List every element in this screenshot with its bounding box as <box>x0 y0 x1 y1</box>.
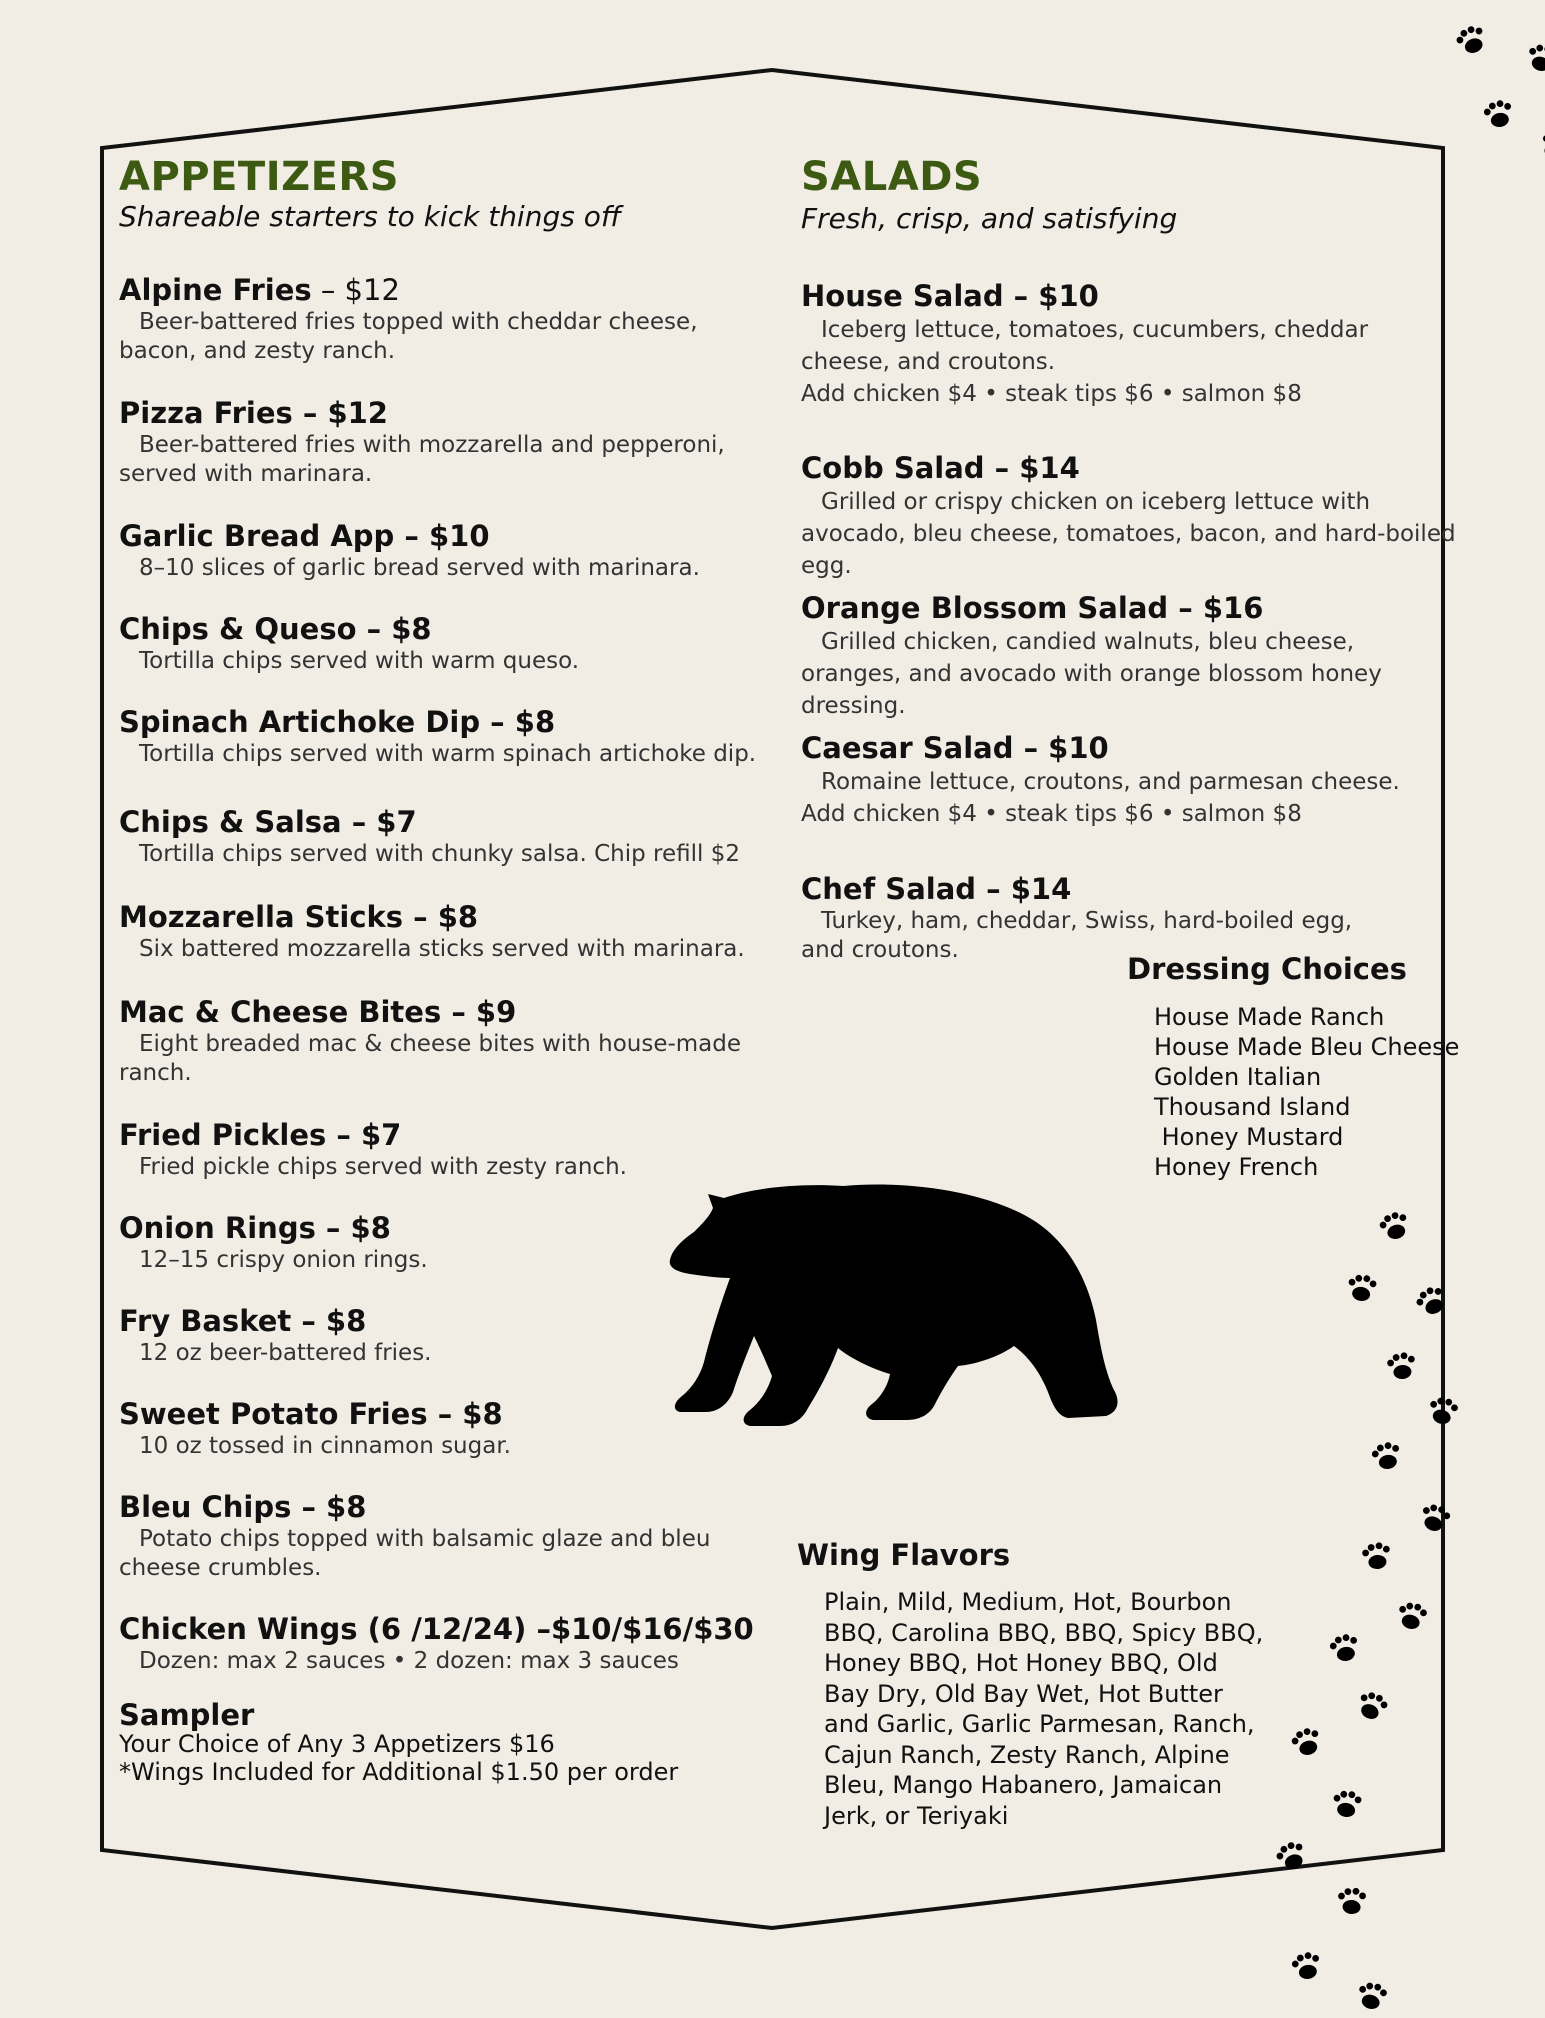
item-description: Grilled chicken, candied walnuts, bleu cheese, oranges, and avocado with orange blossom honey dressing. <box>801 629 1382 719</box>
paw-print-icon <box>1359 1539 1396 1576</box>
paw-print-icon <box>1367 1437 1406 1476</box>
item-description: 12–15 crispy onion rings. <box>139 1247 428 1273</box>
appetizer-chips-salsa <box>119 804 779 869</box>
appetizer-alpine-fries <box>119 272 759 366</box>
item-name: Cobb Salad – $14 <box>801 451 1080 485</box>
item-description: Tortilla chips served with warm queso. <box>139 648 580 674</box>
item-description: Potato chips topped with balsamic glaze and bleu cheese crumbles. <box>119 1526 711 1581</box>
paw-print-icon <box>1287 1947 1326 1986</box>
item-description: Turkey, ham, cheddar, Swiss, hard-boiled egg, and croutons. <box>801 908 1353 963</box>
appetizer-pizza-fries <box>119 395 759 489</box>
item-description: 12 oz beer-battered fries. <box>139 1340 432 1366</box>
paw-print-icon <box>1334 1884 1371 1921</box>
salad-house <box>801 278 1441 410</box>
item-name: Chips & Queso – $8 <box>119 612 432 646</box>
item-addons: Add chicken $4 • steak tips $6 • salmon $8 <box>801 381 1302 407</box>
item-name: Spinach Artichoke Dip – $8 <box>119 705 556 739</box>
sampler-block <box>119 1700 678 1786</box>
paw-print-icon <box>1351 1976 1393 2018</box>
item-description: Eight breaded mac & cheese bites with house-made ranch. <box>119 1031 742 1086</box>
item-name: Fried Pickles – $7 <box>119 1118 402 1152</box>
item-description: Beer-battered fries with mozzarella and pepperoni, served with marinara. <box>119 432 725 487</box>
wing-flavors-list: Plain, Mild, Medium, Hot, Bourbon BBQ, Carolina BBQ, BBQ, Spicy BBQ, Honey BBQ, Hot Honey BBQ, Old Bay Dry, Old Bay Wet, Hot Butter and Garlic, Garlic Parmesan, Ranch, Cajun Ranch, Zesty Ranch, Alpine Bleu, Mango Habanero, Jamaican Jerk, or Teriyaki <box>824 1588 1264 1830</box>
paw-print-icon <box>1325 1629 1364 1668</box>
item-name: Mozzarella Sticks – $8 <box>119 900 479 934</box>
paw-print-icon <box>1479 95 1518 134</box>
dressing-item: House Made Ranch <box>1154 1003 1385 1031</box>
salads-title: SALADS <box>801 154 983 200</box>
dressing-item: Honey French <box>1154 1153 1319 1181</box>
salad-orange-blossom <box>801 590 1441 722</box>
paw-print-icon <box>1384 1349 1421 1386</box>
dressings-title: Dressing Choices <box>1127 952 1407 986</box>
item-description: Dozen: max 2 sauces • 2 dozen: max 3 sauces <box>139 1648 679 1674</box>
bear-silhouette-icon <box>668 1180 1128 1450</box>
item-name: Chef Salad – $14 <box>801 872 1072 906</box>
appetizer-onion-rings <box>119 1210 759 1275</box>
item-description: Fried pickle chips served with zesty ranch. <box>139 1154 627 1180</box>
item-name: House Salad – $10 <box>801 279 1099 313</box>
item-description: 8–10 slices of garlic bread served with marinara. <box>139 555 700 581</box>
item-name: Bleu Chips – $8 <box>119 1490 367 1524</box>
appetizer-chicken-wings <box>119 1611 779 1676</box>
item-name: Mac & Cheese Bites – $9 <box>119 995 517 1029</box>
item-name: Garlic Bread App – $10 <box>119 519 490 553</box>
dressing-list <box>1154 1002 1459 1182</box>
wing-flavors-title: Wing Flavors <box>797 1538 1011 1572</box>
item-description: Romaine lettuce, croutons, and parmesan cheese. <box>821 769 1400 795</box>
appetizer-spinach-dip <box>119 704 779 769</box>
item-name: Fry Basket – $8 <box>119 1304 367 1338</box>
paw-print-icon <box>1342 1269 1381 1308</box>
item-description: Tortilla chips served with chunky salsa. Chip refill $2 <box>139 841 740 867</box>
salad-caesar <box>801 730 1441 830</box>
item-addons: Add chicken $4 • steak tips $6 • salmon $8 <box>801 801 1302 827</box>
appetizer-bleu-chips <box>119 1489 739 1583</box>
salad-chef <box>801 871 1401 965</box>
item-name: Alpine Fries <box>119 273 312 307</box>
sampler-title: Sampler <box>119 1698 255 1732</box>
salads-subtitle: Fresh, crisp, and satisfying <box>801 202 1178 235</box>
dressing-item: Honey Mustard <box>1154 1123 1344 1151</box>
item-price: – $12 <box>311 273 400 307</box>
sampler-wings-note: *Wings Included for Additional $1.50 per order <box>119 1758 679 1786</box>
item-name: Caesar Salad – $10 <box>801 731 1109 765</box>
salad-cobb <box>801 450 1461 582</box>
appetizers-subtitle: Shareable starters to kick things off <box>119 200 622 233</box>
item-name: Chips & Salsa – $7 <box>119 805 417 839</box>
dressing-item: Thousand Island <box>1154 1093 1351 1121</box>
appetizer-sweet-potato-fries <box>119 1396 759 1461</box>
appetizer-mac-cheese-bites <box>119 994 759 1088</box>
item-description: Tortilla chips served with warm spinach artichoke dip. <box>139 741 757 767</box>
item-description: Iceberg lettuce, tomatoes, cucumbers, cheddar cheese, and croutons. <box>801 317 1369 375</box>
item-description: 10 oz tossed in cinnamon sugar. <box>139 1433 511 1459</box>
appetizer-mozzarella-sticks <box>119 899 779 964</box>
appetizer-fried-pickles <box>119 1117 759 1182</box>
item-description: Six battered mozzarella sticks served with marinara. <box>139 936 745 962</box>
appetizer-fry-basket <box>119 1303 759 1368</box>
item-name: Pizza Fries – $12 <box>119 396 388 430</box>
dressing-item: Golden Italian <box>1154 1063 1322 1091</box>
item-description: Grilled or crispy chicken on iceberg lettuce with avocado, bleu cheese, tomatoes, bacon, and hard-boiled egg. <box>801 489 1456 579</box>
appetizer-chips-queso <box>119 611 759 676</box>
appetizer-garlic-bread <box>119 518 759 583</box>
item-name: Orange Blossom Salad – $16 <box>801 591 1264 625</box>
paw-print-icon <box>1327 1785 1366 1824</box>
item-name: Sweet Potato Fries – $8 <box>119 1397 503 1431</box>
item-description: Beer-battered fries topped with cheddar cheese, bacon, and zesty ranch. <box>119 309 698 364</box>
item-name: Chicken Wings (6 /12/24) –$10/$16/$30 <box>119 1612 754 1646</box>
item-name: Onion Rings – $8 <box>119 1211 391 1245</box>
appetizers-title: APPETIZERS <box>119 154 400 200</box>
dressing-item: House Made Bleu Cheese <box>1154 1033 1460 1061</box>
sampler-offer: Your Choice of Any 3 Appetizers $16 <box>119 1730 555 1758</box>
